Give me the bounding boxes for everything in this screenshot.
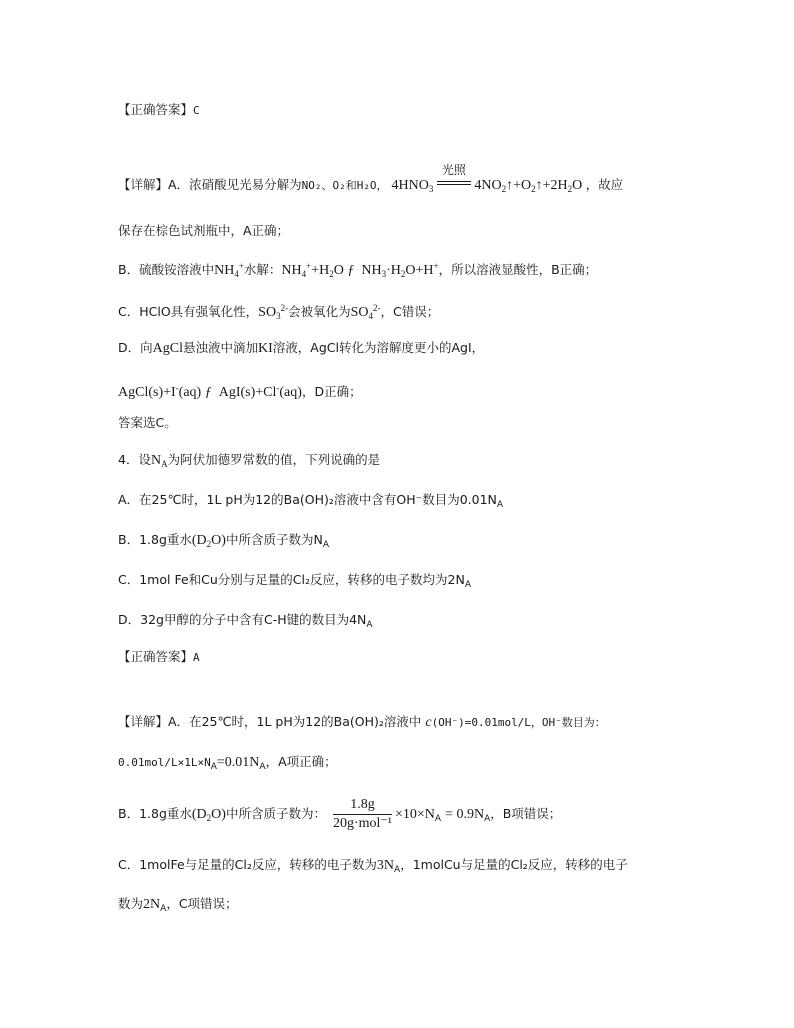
option-d: D．32g甲醇的分子中含有C-H键的数目为$4N_A$ <box>118 612 373 630</box>
detail-1-d: D．向AgCl悬浊液中滴加KI溶液，AgCl转化为溶解度更小的AgI， <box>118 340 485 356</box>
correct-answer-2 <box>118 647 200 668</box>
detail-2-c-line2: 数为$2N_A$，C项错误； <box>118 896 238 914</box>
reaction-condition: 光照 <box>437 176 471 196</box>
detail-1-a: 【详解】A．浓硝酸见光易分解为NO₂、O₂和H₂O， $4HNO_3$ 光照 $4NO_2↑+O_2↑+2H_2O$ ，故应 <box>118 163 624 194</box>
detail-1-b: B．硫酸铵溶液中$NH_4^+$水解：$NH_4^++H_2O$ ƒ $NH_3\cdot H_2O+H^+$，所以溶液显酸性，B正确； <box>118 261 598 279</box>
correct-answer-1 <box>118 100 200 121</box>
answer-label: 【正确答案】 <box>118 102 194 117</box>
detail-2-a: 【详解】A．在25℃时，1L pH为12的Ba(OH)₂溶液中 c(OH⁻)=0.01mol/L，OH⁻数目为： <box>118 714 606 730</box>
hno3-equation: $4HNO_3$ 光照 $4NO_2↑+O_2↑+2H_2O$ <box>391 163 586 194</box>
option-c: C．1mol Fe和Cu分别与足量的Cl₂反应，转移的电子数均为$2N_A$ <box>118 572 471 590</box>
detail-1-a-line2: 保存在棕色试剂瓶中，A正确； <box>118 223 290 238</box>
option-b: B．1.8g重水$(D_2O)$中所含质子数为$N_A$ <box>118 532 329 550</box>
detail-1-conclusion: 答案选C。 <box>118 415 177 430</box>
molar-fraction: $\frac{1.8g}{\text{20g·mol⁻¹}}$ <box>332 797 392 831</box>
answer-value: A <box>193 651 200 664</box>
answer-value: C <box>193 104 200 117</box>
detail-1-c: C．HClO具有强氧化性，$SO_3^{2-}$会被氧化为$SO_4^{2-}$，C错误； <box>118 303 440 321</box>
detail-1-d-equation: AgCl(s)+I-(aq) ƒ AgI(s)+Cl-(aq)，D正确； <box>118 383 362 400</box>
option-a: A．在25℃时，1L pH为12的Ba(OH)₂溶液中含有OH⁻数目为$0.01N_A$ <box>118 492 504 510</box>
detail-2-b: B．1.8g重水$(D_2O)$中所含质子数为： $\frac{1.8g}{\text{20g·mol⁻¹}}$ $\times 10\times N_A = 0.9N_A$，B项错误； <box>118 797 562 831</box>
detail-label: 【详解】 <box>118 177 169 192</box>
question-4-stem: 4．设$N_A$为阿伏加德罗常数的值，下列说确的是 <box>118 452 381 469</box>
detail-2-a-line2: $0.01mol/L\times 1L\times N_A=0.01N_A$，A项正确； <box>118 754 337 772</box>
detail-2-c: C．1molFe与足量的Cl₂反应，转移的电子数为$3N_A$，1molCu与足量的Cl₂反应，转移的电子 <box>118 857 628 875</box>
detail-label: 【详解】 <box>118 714 169 729</box>
answer-label: 【正确答案】 <box>118 649 194 664</box>
